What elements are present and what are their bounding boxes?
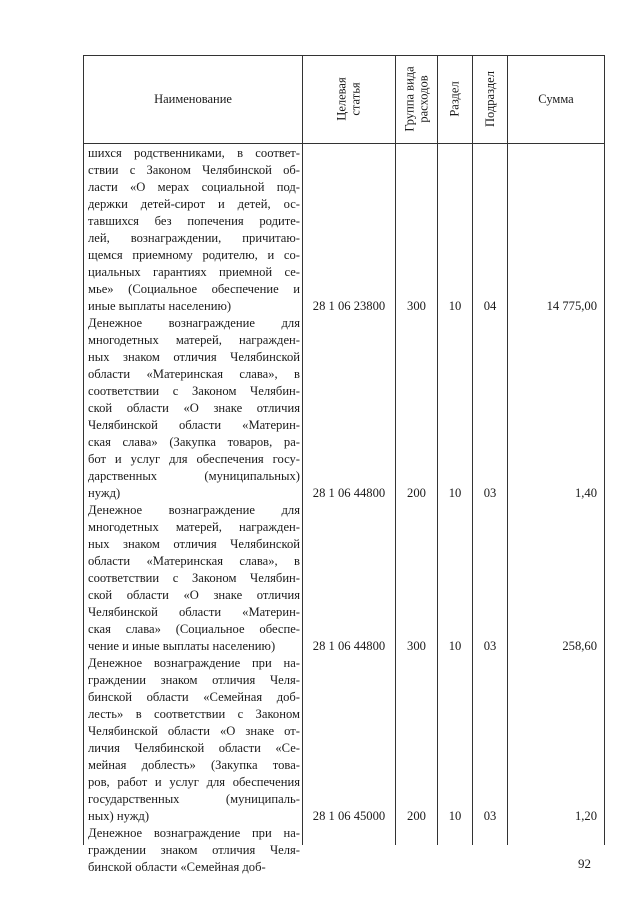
row-sum: 1,20 [574, 809, 597, 823]
row-section: 10 [448, 299, 462, 313]
row-group: 200 [407, 486, 426, 500]
row-name-line: циальных гарантиях приемной се- [88, 265, 300, 279]
header-sum [508, 55, 604, 143]
table-row [83, 655, 605, 825]
row-name-line: личия Челябинской области «Се- [88, 741, 300, 755]
row-name-line: ных знаком отличия Челябинской [88, 537, 300, 551]
row-name-line: держки детей-сирот и детей, ос- [88, 197, 300, 211]
table-row [83, 315, 605, 502]
row-name-line: бинской области «Семейная доб- [88, 860, 266, 874]
row-name-line: ская слава» (Закупка товаров, ра- [88, 435, 300, 449]
row-subsection: 03 [483, 639, 497, 653]
row-name-line: граждении знаком отличия Челя- [88, 673, 300, 687]
table-row [83, 502, 605, 655]
row-name-line: Челябинской области «Материн- [88, 418, 300, 432]
row-name-line: бот и услуг для обеспечения госу- [88, 452, 300, 466]
row-name-line: шихся родственниками, в соответ- [88, 146, 300, 160]
header-name [84, 55, 302, 143]
row-name [88, 655, 300, 825]
header-target-label [335, 77, 363, 120]
row-target-code: 28 1 06 23800 [312, 299, 386, 313]
page-number: 92 [578, 856, 591, 871]
row-sum: 1,40 [574, 486, 597, 500]
row-name-line: мье» (Социальное обеспечение и [88, 282, 300, 296]
row-sum: 14 775,00 [546, 299, 597, 313]
row-name-line: области «Материнская слава», в [88, 554, 300, 568]
row-name-line: чение и иные выплаты населению) [88, 639, 276, 653]
header-subsection [473, 55, 507, 143]
row-name [88, 825, 300, 876]
row-name-line: ской области «О знаке отличия [88, 588, 300, 602]
row-subsection: 04 [483, 299, 497, 313]
row-section: 10 [448, 639, 462, 653]
row-name-line: ных) нужд) [88, 809, 150, 823]
row-name-line: области «Материнская слава», в [88, 367, 300, 381]
header-bottom-border [83, 143, 605, 144]
row-name-line: многодетных матерей, награжден- [88, 520, 300, 534]
row-name-line: граждении знаком отличия Челя- [88, 843, 300, 857]
row-name-line: Челябинской области «Материн- [88, 605, 300, 619]
header-target-line2: статья [349, 82, 363, 116]
row-target-code: 28 1 06 45000 [312, 809, 386, 823]
header-group-line1: Группа вида [402, 66, 417, 132]
row-target-code: 28 1 06 44800 [312, 639, 386, 653]
row-name-line: Денежное вознаграждение при на- [88, 656, 300, 670]
row-name-line: лесть» в соответствии с Законом [88, 707, 300, 721]
row-name-line: Денежное вознаграждение для [88, 316, 300, 330]
row-group: 300 [407, 299, 426, 313]
row-group: 200 [407, 809, 426, 823]
row-name-line: ров, работ и услуг для обеспечения [88, 775, 300, 789]
row-name-line: иные выплаты населению) [88, 299, 232, 313]
row-name-line: Денежное вознаграждение при на- [88, 826, 300, 840]
row-name [88, 145, 300, 315]
row-name-line: тавшихся без попечения родите- [88, 214, 300, 228]
header-sum-label: Сумма [538, 92, 574, 106]
table-row [83, 145, 605, 315]
row-name-line: государственных (муниципаль- [88, 792, 300, 806]
row-name-line: ных знаком отличия Челябинской [88, 350, 300, 364]
header-group-label [403, 66, 431, 131]
row-name-line: дарственных (муниципальных) [88, 469, 300, 483]
header-group [396, 55, 437, 143]
row-name-line: многодетных матерей, награжден- [88, 333, 300, 347]
row-name-line: нужд) [88, 486, 121, 500]
header-section-label: Раздел [448, 81, 463, 117]
row-name-line: ствии с Законом Челябинской об- [88, 163, 300, 177]
row-name-line: бинской области «Семейная доб- [88, 690, 300, 704]
header-name-label: Наименование [154, 92, 232, 106]
header-section [438, 55, 472, 143]
row-name-line: соответствии с Законом Челябин- [88, 384, 300, 398]
row-name-line: лей, вознаграждении, причитаю- [88, 231, 300, 245]
header-target [303, 55, 395, 143]
row-name [88, 502, 300, 655]
row-subsection: 03 [483, 486, 497, 500]
table-row [83, 825, 605, 876]
row-group: 300 [407, 639, 426, 653]
row-name [88, 315, 300, 502]
row-section: 10 [448, 809, 462, 823]
row-name-line: ласти «О мерах социальной под- [88, 180, 300, 194]
row-section: 10 [448, 486, 462, 500]
row-name-line: ская слава» (Социальное обеспе- [88, 622, 300, 636]
row-name-line: соответствии с Законом Челябин- [88, 571, 300, 585]
row-name-line: ской области «О знаке отличия [88, 401, 300, 415]
row-target-code: 28 1 06 44800 [312, 486, 386, 500]
row-name-line: Денежное вознаграждение для [88, 503, 300, 517]
header-subsection-label: Подраздел [483, 71, 497, 127]
header-target-line1: Целевая [335, 77, 349, 121]
row-name-line: Челябинской области «О знаке от- [88, 724, 300, 738]
row-name-line: щемся приемному родителю, и со- [88, 248, 300, 262]
row-name-line: мейная доблесть» (Закупка това- [88, 758, 300, 772]
row-sum: 258,60 [562, 639, 597, 653]
row-subsection: 03 [483, 809, 497, 823]
header-group-line2: расходов [416, 75, 431, 123]
